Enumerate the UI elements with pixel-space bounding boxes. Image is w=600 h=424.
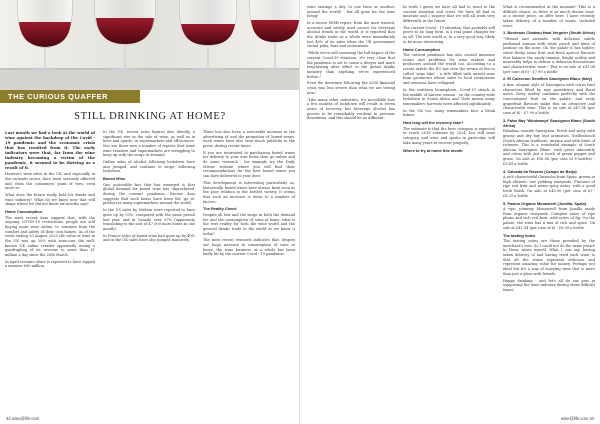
wine-item-title: The tasting notes (503, 232, 536, 238)
paragraph: In April revenue alone is reported to have topped a massive £60 million. (5, 259, 95, 269)
closing-paragraph: Happy drinking - and let's all do our part in supporting the wine industry during these difficult times! (503, 278, 595, 292)
wine-item-title: 4. Calcada do Rovens (Campo de Borja) (503, 168, 577, 174)
section-banner: THE CURIOUS QUAFFER (0, 90, 140, 103)
paragraph: One noticeable fact that has emerged is that global demand for boxed wine has 'skyrocketed' during the current pandemic. Recent data suggests that such boxes have been the 'go to' product in many supermarkets around the world. (103, 182, 195, 206)
article-column-1 (5, 130, 95, 271)
paragraph: In a recent IWSR report, from the most trusted, accurate and widely used source for beverage alcohol trends in the world, it is reported that the drinks trade as a whole were immediately lost 40% of its sales when the UK government closed pubs, bars and restaurants. (307, 21, 395, 49)
wine-glasses-photo (0, 0, 300, 90)
quote-paragraph: Even the downturn following the 2008 financial crisis was less severe than what we are seeing now." (307, 81, 395, 95)
article-column-3 (203, 130, 295, 259)
paragraph: The current pandemic has also caused immense issues and problems for wine makers and producers around the world too. According to a recent article the EU has seen the return of the so called 'wine lake' - a title filled with unsold wine from producers whose sales to local restaurants and overseas have collapsed. (403, 53, 495, 86)
wine-item-title: 2. El Coleccion Semillon Sauvignon Blanc (Italy) (503, 76, 593, 82)
page-number-right: wine@life.com 33 (560, 416, 594, 421)
section-heading: Home Consumption (5, 209, 42, 215)
section-heading: Where to try at home this month (403, 147, 463, 153)
article-column-2 (103, 130, 195, 245)
paragraph: In the UK, recent sales figures also identify a significant rise in the sale of wine, as well as in beer and spirits, in supermarkets and off-licences. Nor are there now a number of reports that some wine retailers and supermarkets are struggling to keep up with the surge in demand. (103, 130, 195, 158)
paragraph: There has also been a noticeable increase in the advertising of, and the promotion of, boxed wines. Such wines have also seen much publicity in the press, during recent times. (203, 130, 295, 148)
intro-paragraph: Last month we had a look at the world of wine against the backdrop of the Covid - 19 pandemic and the economic crisis that has resulted from it. The early indicators were that, far from the wine industry becoming a victim of the pandemic, it seemed to be thriving as a result of it. (5, 130, 95, 170)
wine-item-text: The tasting notes are those provided by the merchant's own. So I could not do the same justice to these wines myself. What I can say, having taken delivery of and having tried each wine, is that all the wines represent delicious and represent amazing value for money. Perhaps not ideal but it's a way of enjoying wine that is more than just a glass with friends. (503, 239, 595, 276)
wine-item-text: A ripe, plummy Monastrell from Jumilla made from organic vineyards. Complex notes of ripe plums and rich red fruit, with notes of fig. On the palate, the wine has a mix of rich and spice. On sale at £41.94 (per case of 6) - £6.99 a bottle. (503, 207, 595, 230)
paragraph: In the US sales by Nielsen were reported to have gone up by 53%, compared with the same period last year, and in Canada over 37% (apparently translating to the sale of 47,000 more boxes in one month). (103, 208, 195, 231)
section-heading: Boxed Wine (103, 176, 126, 182)
paragraph: In the UK too, many winemakers face a bleak future. (403, 108, 495, 118)
paragraph: In truth I guess we have all had to react to the current situation and crisis. We have all had to innovate and I suspect that we will all work very differently in the future. (403, 5, 495, 23)
right-page (300, 0, 600, 424)
quote-paragraph: "While we're still assessing the full impact of the current Covid-19 situation, it's very clear that the pandemic is set to cause a deeper and more long-lasting after effect to the global drinks industry than anything we've experienced before." (307, 51, 395, 79)
paragraph: However, wine sales in the UK, and especially in the on-trade sector, have been seriously affected and, from the consumers' point of view, even more so. (5, 172, 95, 191)
page-title: STILL DRINKING AT HOME? (74, 111, 226, 122)
wine-item-title: 3. False Bay 'Windswept' Sauvignon Blanc (South Africa) (503, 117, 595, 128)
wine-item-text: A rich characterful Garnacha from Spain, grown at high altitude, low yielding vineyards. Flavours of ripe red fruit and warm spicy notes, with a good fresh finish. On sale at £49.50 (per case of 6) - £8.25 a bottle. (503, 175, 595, 198)
wine-item-title: 5. Pasion Organic Monastrell (Jumilla, Spain) (503, 200, 587, 206)
paragraph: This development is interesting particularly as, historically, boxed wines have always been seen as the poor relation to the bottled variety. It seems that such an increase is down to a number of factors. (203, 180, 295, 204)
section-heading: How long will the recovery take? (403, 120, 464, 126)
paragraph: The current Covid - 19 situation, that probably will prove to be long term, is a real game changer for us all. The new world is, in a very good way, likely to be more interesting. (403, 25, 495, 44)
wine-item-text: Fabulous seaside Sauvignon. Fresh and zesty with grassy and dry bay leaf aromatics. Stellenbosch (South African tradition), intense and with hints of richness. This is a wonderful example of South African Sauvignon Blanc, with great minerality and citrus with just a touch of green pepper and grass. On sale at £56.94 (per case of 6 bottles) - £9.49 a bottle. (503, 129, 595, 166)
paragraph: Despite all this and the surge in both the demand for, and the consumption of, wine at home, what is the true reality for both the wine world and the general drinks trade in the world as we know it today? (203, 212, 295, 236)
quote-paragraph: "Like many other industries, it's incredible how a few months of lockdown will result in seven years of recovery, but beverage alcohol has proven to be remarkably resilient in previous downturns, and this should be no different. (307, 97, 395, 121)
paragraph: Online sales of alcohol following lockdown have also jumped, and continue to surge, following lockdown. (103, 160, 195, 174)
paragraph: wine tastings a day, to one from or another, around the world) - but all gone for the time being! (307, 5, 395, 19)
wine-glasses-illustration (0, 0, 300, 90)
paragraph: The estimate is that the beer category is expected to reach 2019 volumes by 2024, but still wine category, and wine and spirits in particular, will take many years to recover properly. (403, 126, 495, 145)
wine-item-text: "Vibrant and aromatic with delicious subtle perfumed aromas with white peach and hints of jasmine on the nose. On the palate it has lighter, white fleshy stone fruit and fresh apricot flavours that balance the sandy tannins. Bright acidity and minerality helps to deliver a delicious flavoursome and characteristic wine." This is on sale at £47.94 (per case of 6) - £7.99 a bottle. (503, 36, 595, 74)
article-column-5 (403, 5, 495, 154)
paragraph: The most recent research indicates that, despite our huge increase in consumption of wine at home, the wine business as a whole has been badly hit by the current Covid - 19 pandemic. (203, 238, 295, 257)
paragraph: In France sales of boxed wine had gone up by 40% and in the UK sales have also jumped massively. (103, 233, 195, 243)
paragraph: What does the future really hold for drinks and wine industry? What do we know now that will shape where we did not know six months ago? (5, 193, 95, 207)
paragraph: If you are interested in purchasing boxed wines for delivery to your own home then go online and do some research - for example try the Daily Mirror website where you will find their recommendations for the best boxed wines you can have delivered to your door. (203, 150, 295, 179)
section-heading: Home Consumption (403, 46, 440, 52)
section-heading: The Reality Check (203, 206, 237, 212)
article-column-4 (307, 5, 395, 123)
wine-item-title: 1. Bordeaux Chateau Haut Vergnier (South Africa) (503, 30, 595, 36)
page-number-left: 32 wine@life.com (6, 416, 40, 421)
paragraph: The most recent data suggest that, with the ongoing COVID-19 restrictions, people are still buying more wine online, to consume from the comfort and safety of their own homes. As of the week ending 30 August 2020 the value of wine in the UK was up 30% with wine.com the well-known UK online retailer apparently seeing a quadrupling of its revenue to more than £1 million a day since the 20th March. (5, 215, 95, 257)
article-column-6 (503, 5, 595, 295)
paragraph: In the southern hemisphere, Covid-19 struck in the middle of harvest season - so the country-wide lockdown in South Africa and Chile means many winemakers' harvests were affected significantly. (403, 87, 495, 106)
paragraph: What is recommended at the moment? This is a difficult choice, as there is so much decent wine, at a decent price, on offer here. I have recently taken delivery of a number of wines. Included were: (503, 5, 595, 28)
wine-item-text: A fine, elegant style of Sauvignon with citrus fruit characters lifted by ripe gooseberry and floral notes. Zesty acidity combines perfectly with the concentrated fruit on the palate, and zesty grapefruit flavours make this an attractive and characterful wine. This is on sale at £47.94 (per case of 6) - £7.99 a bottle. (503, 82, 595, 115)
